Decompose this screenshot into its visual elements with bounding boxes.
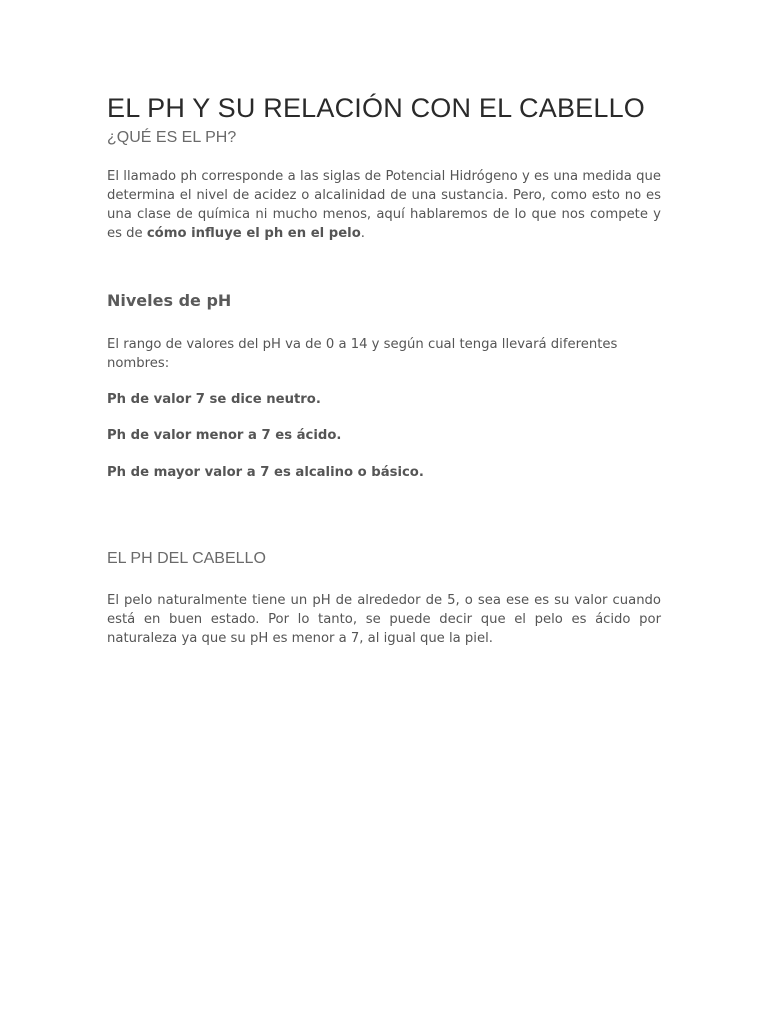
document-title: EL PH Y SU RELACIÓN CON EL CABELLO [107,93,645,123]
intro-paragraph [107,167,661,243]
intro-paragraph-bold: cómo influye el ph en el pelo [146,226,361,241]
section-heading-ph-cabello: EL PH DEL CABELLO [107,550,266,567]
section-heading-que-es-ph: ¿QUÉ ES EL PH? [107,129,237,146]
ph-level-item: Ph de valor menor a 7 es ácido. [107,428,342,443]
hair-ph-paragraph: El pelo naturalmente tiene un pH de alrededor de 5, o sea ese es su valor cuando está en buen estado. Por lo tanto, se puede decir que el pelo es ácido por naturaleza ya que su pH es menor a 7, al igual que la piel. [107,593,661,646]
range-paragraph: El rango de valores del pH va de 0 a 14 y según cual tenga llevará diferentes nombres: [107,337,618,371]
intro-paragraph-end: . [360,226,365,241]
section-heading-niveles-ph: Niveles de pH [107,291,232,310]
ph-level-item: Ph de mayor valor a 7 es alcalino o básico. [107,465,424,480]
document-page [107,92,661,648]
intro-paragraph-text: El llamado ph corresponde a las siglas de Potencial Hidrógeno y es una medida que determina el nivel de acidez o alcalinidad de una sustancia. Pero, como esto no es una clase de química ni mucho menos, aquí hablaremos de lo que nos compete y es de [107,169,661,241]
ph-level-item: Ph de valor 7 se dice neutro. [107,392,321,407]
